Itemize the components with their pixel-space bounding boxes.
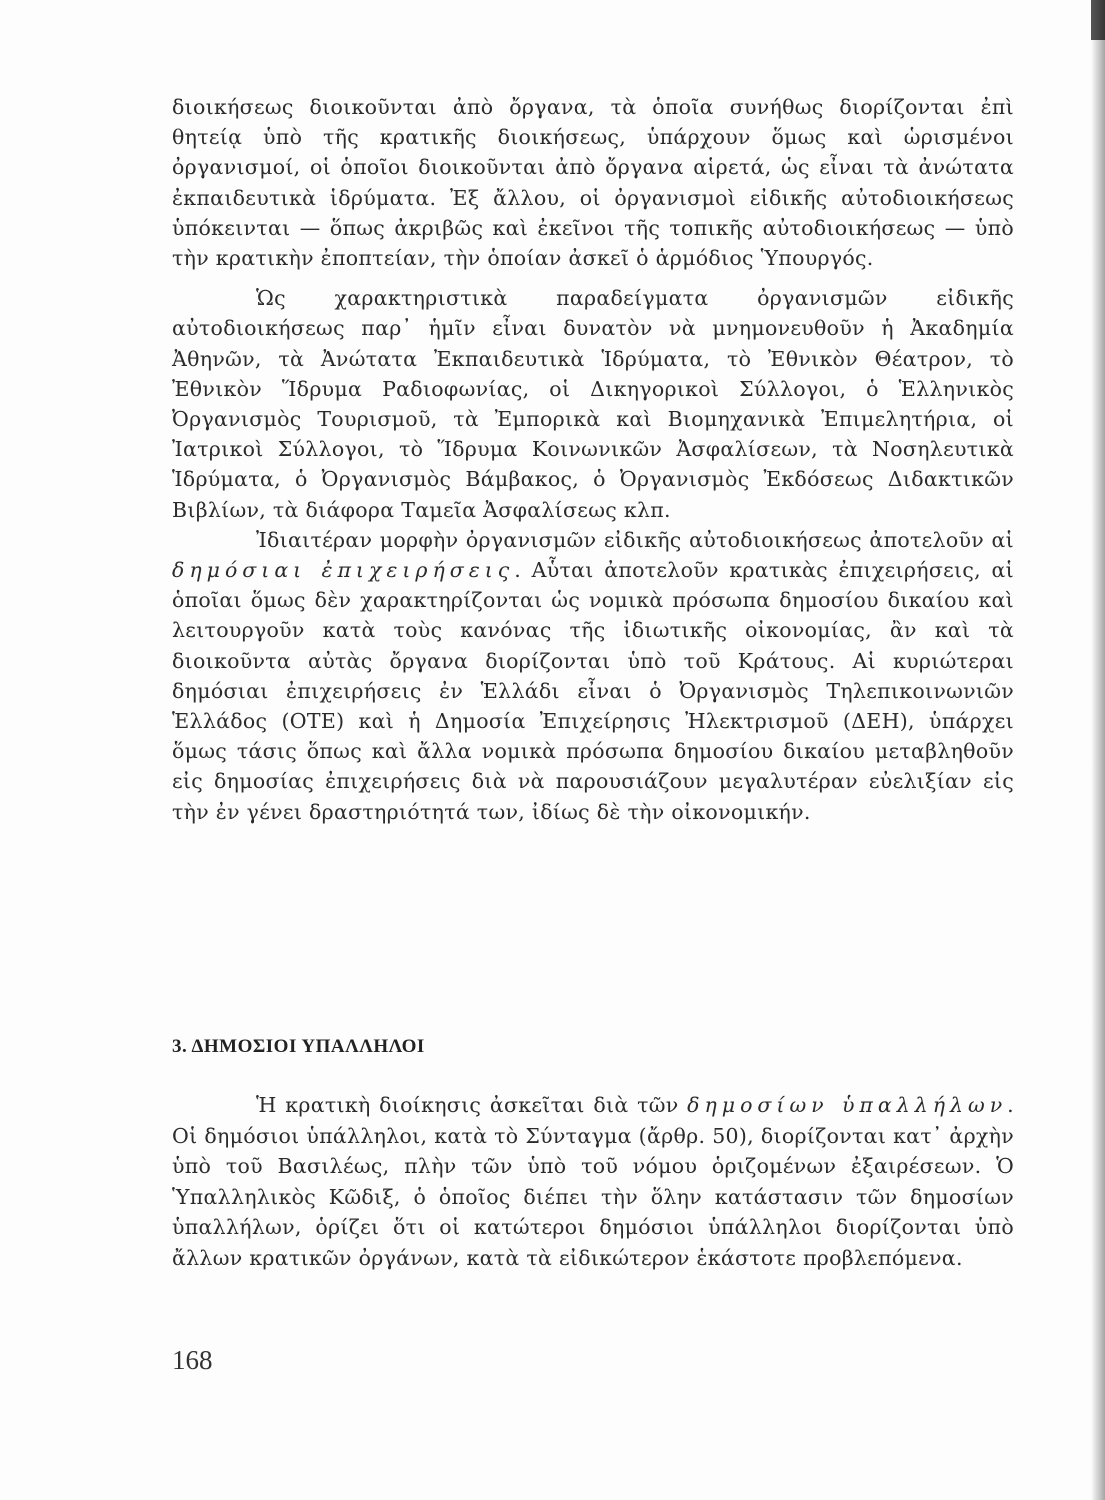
paragraph-3-start: Ἰδιαιτέραν μορφὴν ὀργανισμῶν εἰδικῆς αὐτοδιοικήσεως ἀποτελοῦν αἱ	[256, 527, 1014, 552]
paragraph-4-emphasis: δημοσίων ὑπαλλήλων	[687, 1093, 1008, 1117]
section-text-block	[172, 1090, 1014, 1273]
paragraph-4-end: . Οἱ δημόσιοι ὑπάλληλοι, κατὰ τὸ Σύνταγμα (ἄρθρ. 50), διορίζονται κατ᾿ ἀρχὴν ὑπὸ τοῦ Βασιλέως, πλὴν τῶν ὑπὸ τοῦ νόμου ὁριζομένων ἐξαιρέσεων. Ὁ Ὑπαλληλικὸς Κῶδιξ, ὁ ὁποῖος διέπει τὴν ὅλην κατάστασιν τῶν δημοσίων ὑπαλλήλων, ὁρίζει ὅτι οἱ κατώτεροι δημόσιοι ὑπάλληλοι διορίζονται ὑπὸ ἄλλων κρατικῶν ὀργάνων, κατὰ τὰ εἰδικώτερον ἑκάστοτε προβλεπόμενα.	[172, 1093, 1014, 1270]
section-heading: 3. ΔΗΜΟΣΙΟΙ ΥΠΑΛΛΗΛΟΙ	[172, 1036, 425, 1057]
page-edge-shadow	[1091, 0, 1105, 1500]
paragraph-4-start: Ἡ κρατικὴ διοίκησις ἀσκεῖται διὰ τῶν	[256, 1093, 688, 1117]
paragraph-3	[172, 525, 1014, 827]
paragraph-1: διοικήσεως διοικοῦνται ἀπὸ ὄργανα, τὰ ὁποῖα συνήθως διορίζονται ἐπὶ θητείᾳ ὑπὸ τῆς κρατικῆς διοικήσεως, ὑπάρχουν ὅμως καὶ ὡρισμένοι ὀργανισμοί, οἱ ὁποῖοι διοικοῦνται ἀπὸ ὄργανα αἱρετά, ὡς εἶναι τὰ ἀνώτατα ἐκπαιδευτικὰ ἱδρύματα. Ἐξ ἄλλου, οἱ ὀργανισμοὶ εἰδικῆς αὐτοδιοικήσεως ὑπόκεινται — ὅπως ἀκριβῶς καὶ ἐκεῖνοι τῆς τοπικῆς αὐτοδιοικήσεως — ὑπὸ τὴν κρατικὴν ἐποπτείαν, τὴν ὁποίαν ἀσκεῖ ὁ ἁρμόδιος Ὑπουργός.	[172, 95, 1014, 271]
page-number: 168	[172, 1345, 213, 1375]
paragraph-4	[172, 1090, 1014, 1273]
paragraph-3-end: . Αὗται ἀποτελοῦν κρατικὰς ἐπιχειρήσεις, αἱ ὁποῖαι ὅμως δὲν χαρακτηρίζονται ὡς νομικὰ πρόσωπα δημοσίου δικαίου καὶ λειτουργοῦν κατὰ τοὺς κανόνας τῆς ἰδιωτικῆς οἰκονομίας, ἂν καὶ τὰ διοικοῦντα αὐτὰς ὄργανα διορίζονται ὑπὸ τοῦ Κράτους. Αἱ κυριώτεραι δημόσιαι ἐπιχειρήσεις ἐν Ἑλλάδι εἶναι ὁ Ὀργανισμὸς Τηλεπικοινωνιῶν Ἑλλάδος (ΟΤΕ) καὶ ἡ Δημοσία Ἐπιχείρησις Ἠλεκτρισμοῦ (ΔΕΗ), ὑπάρχει ὅμως τάσις ὅπως καὶ ἄλλα νομικὰ πρόσωπα δημοσίου δικαίου μεταβληθοῦν εἰς δημοσίας ἐπιχειρήσεις διὰ νὰ παρουσιάζουν μεγαλυτέραν εὐελιξίαν εἰς τὴν ἐν γένει δραστηριότητά των, ἰδίως δὲ τὴν οἰκονομικήν.	[172, 558, 1014, 824]
paragraph-2: Ὡς χαρακτηριστικὰ παραδείγματα ὀργανισμῶν εἰδικῆς αὐτοδιοικήσεως παρ᾿ ἡμῖν εἶναι δυνατὸν νὰ μνημονευθοῦν ἡ Ἀκαδημία Ἀθηνῶν, τὰ Ἀνώτατα Ἐκπαιδευτικὰ Ἱδρύματα, τὸ Ἐθνικὸν Θέατρον, τὸ Ἐθνικὸν Ἵδρυμα Ραδιοφωνίας, οἱ Δικηγορικοὶ Σύλλογοι, ὁ Ἑλληνικὸς Ὀργανισμὸς Τουρισμοῦ, τὰ Ἐμπορικὰ καὶ Βιομηχανικὰ Ἐπιμελητήρια, οἱ Ἰατρικοὶ Σύλλογοι, τὸ Ἵδρυμα Κοινωνικῶν Ἀσφαλίσεων, τὰ Νοσηλευτικὰ Ἱδρύματα, ὁ Ὀργανισμὸς Βάμβακος, ὁ Ὀργανισμὸς Ἐκδόσεως Διδακτικῶν Βιβλίων, τὰ διάφορα Ταμεῖα Ἀσφαλίσεως κλπ.	[172, 286, 1014, 522]
main-text-block	[172, 92, 1014, 827]
paragraph-3-emphasis: δημόσιαι ἐπιχειρήσεις	[172, 558, 515, 583]
